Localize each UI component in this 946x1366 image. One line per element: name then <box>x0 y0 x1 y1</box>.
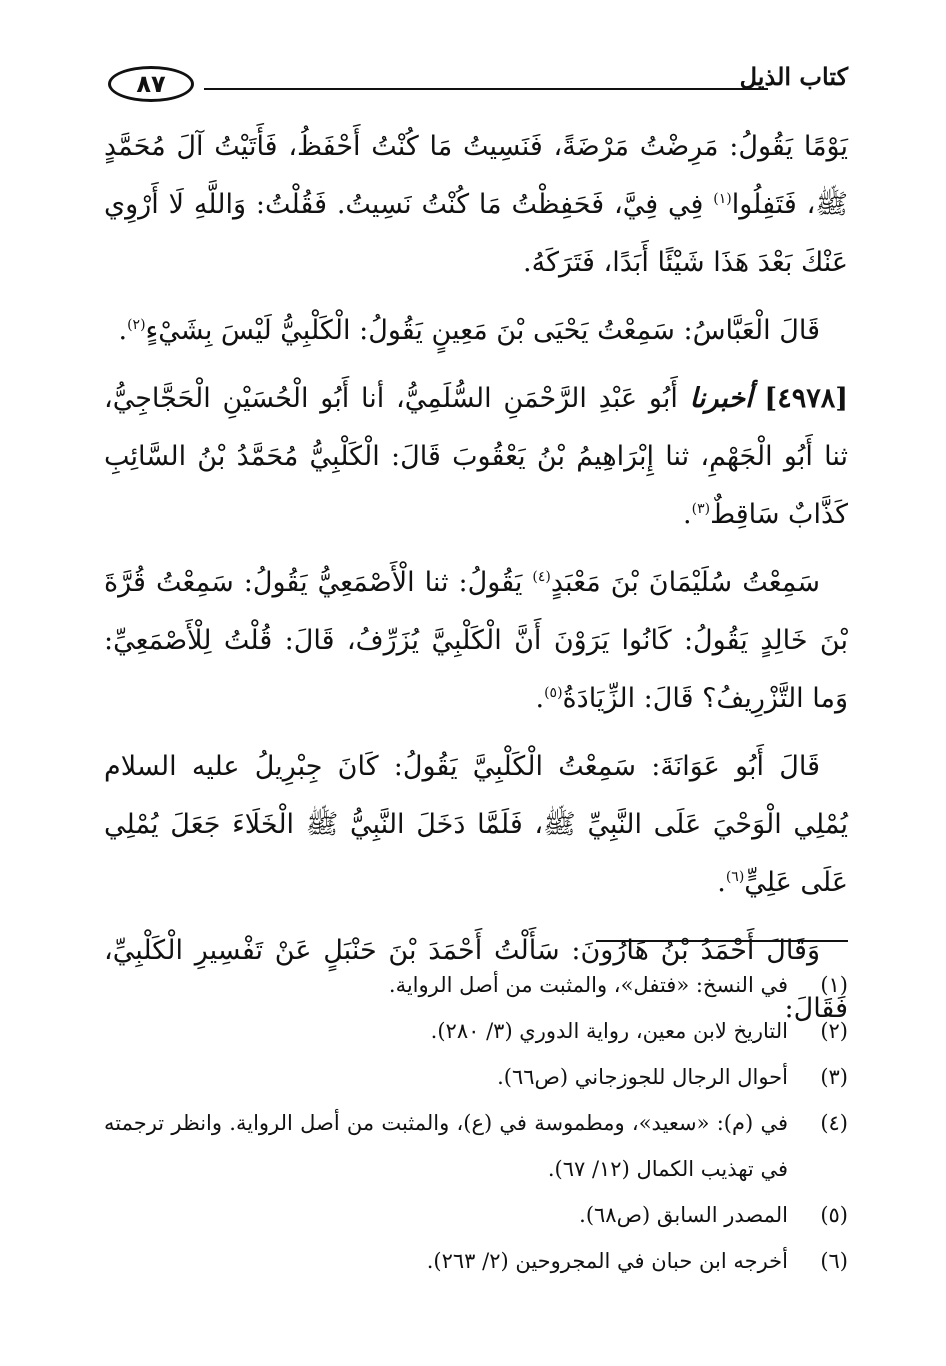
footnote-separator <box>596 940 848 942</box>
paragraph-text: قَالَ الْعَبَّاسُ: سَمِعْتُ يَحْيَى بْنَ مَعِينٍ يَقُولُ: الْكَلْبِيُّ لَيْسَ بِشَيْءٍ <box>145 315 820 346</box>
footnote-number: (٢) <box>820 1019 848 1043</box>
footnote-item <box>104 1100 848 1192</box>
footnote-text: المصدر السابق (ص٦٨). <box>579 1203 788 1227</box>
book-title: كتاب الذيل <box>739 62 848 91</box>
paragraph-text: يَوْمًا يَقُولُ: مَرِضْتُ مَرْضَةً، فَنَسِيتُ مَا كُنْتُ أَحْفَظُ، فَأَتَيْتُ آلَ مُحَمَّدٍ ﷺ، فَتَفِلُوا <box>104 131 849 220</box>
hadith-number: [٤٩٧٨] <box>764 383 848 414</box>
paragraph-text: . <box>118 315 128 346</box>
page-number: ٨٧ <box>108 66 194 102</box>
akhbarana-label: أخبرنا <box>689 383 753 414</box>
paragraph-text: يَقُولُ: ثنا الْأَصْمَعِيُّ يَقُولُ: سَمِعْتُ قُرَّةَ بْنَ خَالِدٍ يَقُولُ: كَانُوا يَرَوْنَ أَنَّ الْكَلْبِيَّ يُزَرِّفُ، قَالَ: قُلْتُ لِلْأَصْمَعِيِّ: وَما التَّزْرِيفُ؟ قَالَ: الزِّيَادَةُ <box>104 567 848 714</box>
footnote-marker: (٤) <box>532 569 551 585</box>
footnote-text: التاريخ لابن معين، رواية الدوري (٣/ ٢٨٠). <box>430 1019 788 1043</box>
paragraph-text: أَبُو عَبْدِ الرَّحْمَنِ السُّلَمِيُّ، أنا أَبُو الْحُسَيْنِ الْحَجَّاجِيُّ، ثنا أَبُو الْجَهْمِ، ثنا إِبْرَاهِيمُ بْنُ يَعْقُوبَ قَالَ: الْكَلْبِيُّ مُحَمَّدُ بْنُ السَّائِبِ كَذَّابٌ سَاقِطٌ <box>104 383 848 530</box>
paragraph-2 <box>104 302 848 360</box>
paragraph-text: فِي فِيَّ، فَحَفِظْتُ مَا كُنْتُ نَسِيتُ. فَقُلْتُ: وَاللَّهِ لَا أَرْوِي عَنْكَ بَعْدَ هَذَا شَيْئًا أَبَدًا، فَتَرَكَهُ. <box>104 189 848 278</box>
footnote-text: أحوال الرجال للجوزجاني (ص٦٦). <box>497 1065 788 1089</box>
paragraph-text: . <box>535 683 545 714</box>
page-header <box>108 62 848 112</box>
footnote-text: في النسخ: «فتفل»، والمثبت من أصل الرواية. <box>388 973 788 997</box>
main-text <box>104 118 848 1048</box>
footnote-item <box>104 1192 848 1238</box>
footnote-number: (٤) <box>820 1111 848 1135</box>
footnote-marker: (١) <box>713 191 732 207</box>
footnote-number: (٥) <box>820 1203 848 1227</box>
paragraph-1 <box>104 118 848 292</box>
paragraph-4 <box>104 554 848 728</box>
footnote-text: في (م): «سعيد»، ومطموسة في (ع)، والمثبت من أصل الرواية. وانظر ترجمته في تهذيب الكمال (١٢/ ٦٧). <box>104 1111 788 1181</box>
footnote-marker: (٦) <box>725 869 745 885</box>
header-rule <box>204 88 768 90</box>
footnote-number: (٣) <box>820 1065 848 1089</box>
footnote-item <box>104 1054 848 1100</box>
footnote-item <box>104 1008 848 1054</box>
paragraph-text: قَالَ أَبُو عَوَانَةَ: سَمِعْتُ الْكَلْبِيَّ يَقُولُ: كَانَ جِبْرِيلُ عليه السلام يُمْلِي الْوَحْيَ عَلَى النَّبِيِّ ﷺ، فَلَمَّا دَخَلَ النَّبِيُّ ﷺ الْخَلَاءَ جَعَلَ يُمْلِي عَلَى عَلِيٍّ <box>104 751 848 898</box>
paragraph-5 <box>104 738 848 912</box>
footnotes <box>104 962 848 1284</box>
footnote-marker: (٢) <box>127 317 146 333</box>
footnote-number: (٦) <box>820 1249 848 1273</box>
footnote-marker: (٥) <box>544 685 563 701</box>
paragraph-3 <box>104 370 848 544</box>
footnote-item <box>104 1238 848 1284</box>
footnote-item <box>104 962 848 1008</box>
paragraph-text: وَقَالَ أَحْمَدُ بْنُ هَارُونَ: سَأَلْتُ أَحْمَدَ بْنَ حَنْبَلٍ عَنْ تَفْسِيرِ الْكَلْبِيِّ، فَقَالَ: <box>104 935 848 1024</box>
footnote-text: أخرجه ابن حبان في المجروحين (٢/ ٢٦٣). <box>426 1249 788 1273</box>
paragraph-text: . <box>683 499 692 530</box>
footnote-number: (١) <box>820 973 848 997</box>
paragraph-text: سَمِعْتُ سُلَيْمَانَ بْنَ مَعْبَدٍ <box>550 567 820 598</box>
footnote-marker: (٣) <box>691 501 711 517</box>
paragraph-text: . <box>717 867 726 898</box>
